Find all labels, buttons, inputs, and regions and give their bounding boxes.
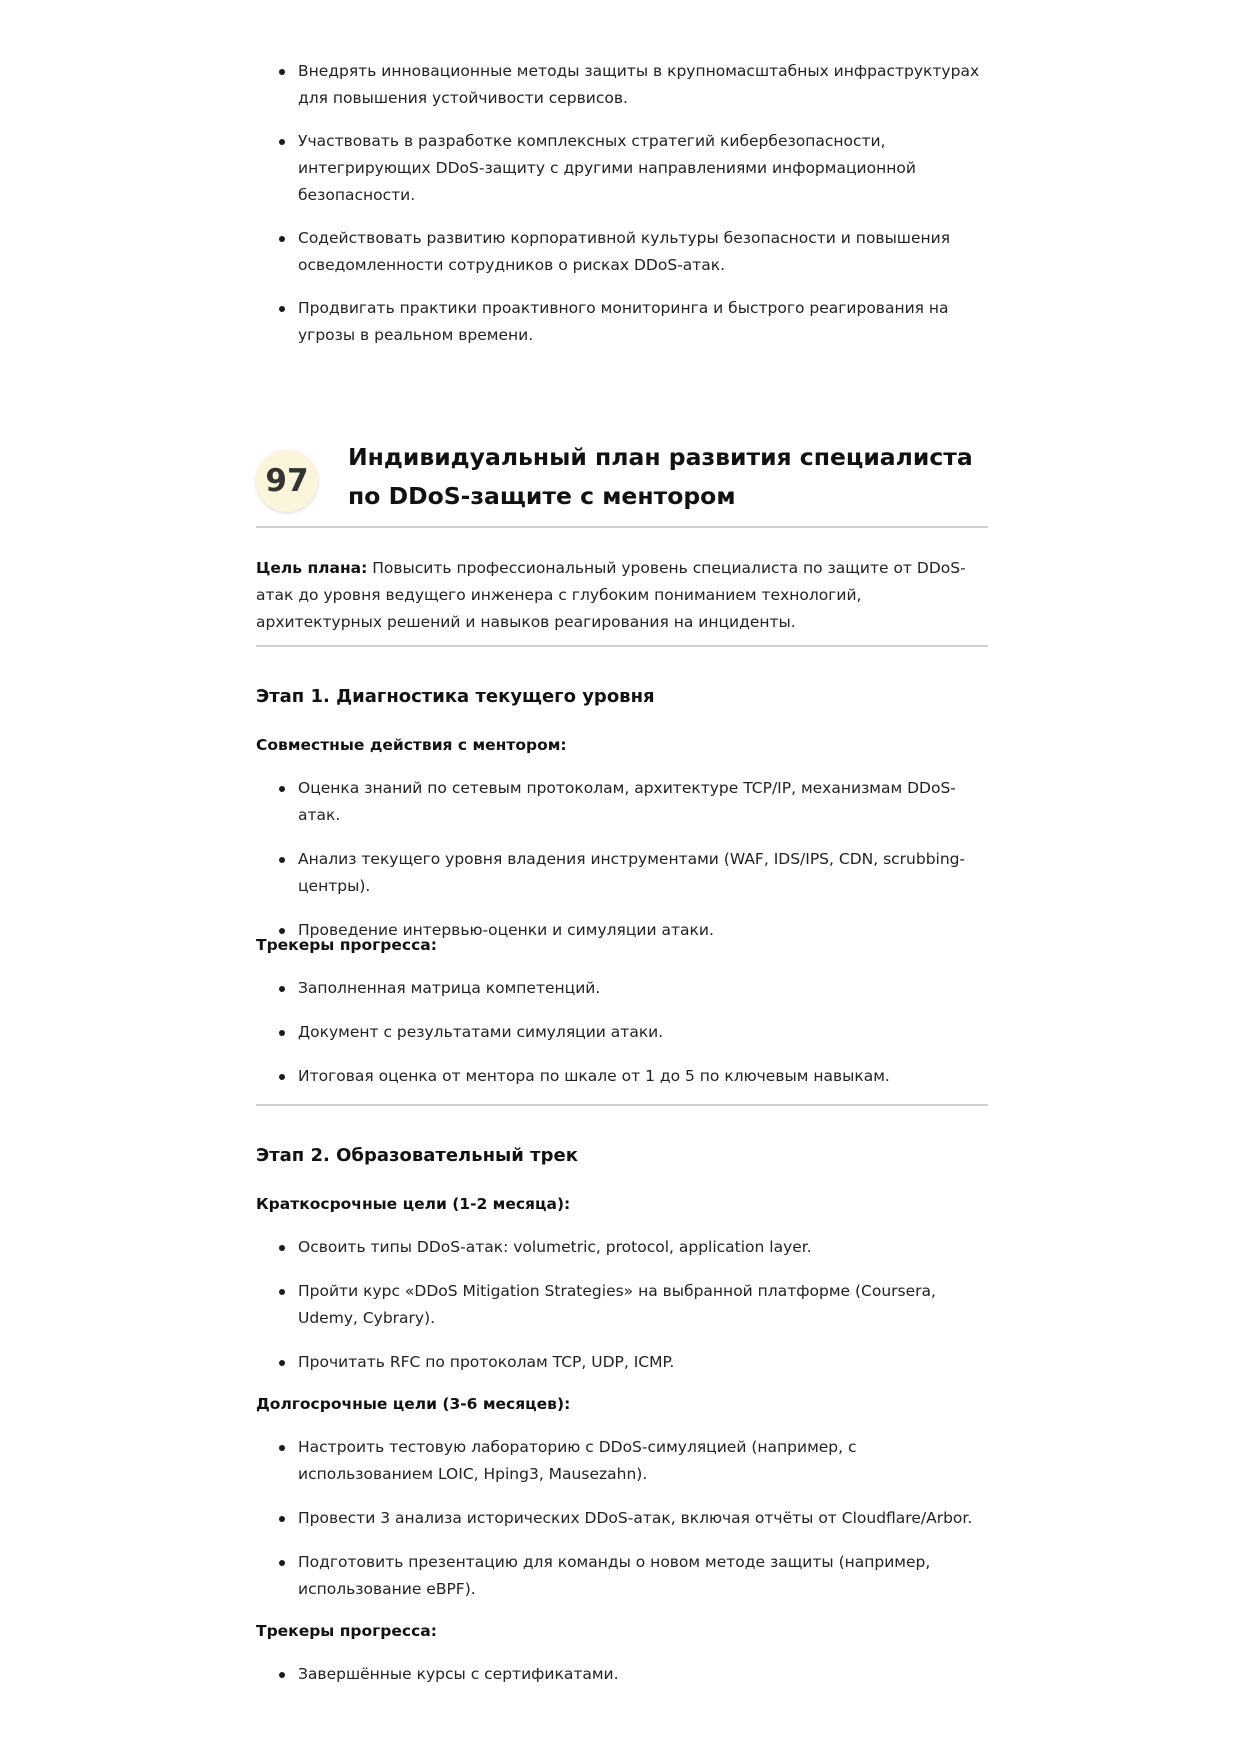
intro-list: [256, 58, 988, 365]
plan-goal-label: Цель плана:: [256, 559, 368, 577]
list-item: Подготовить презентацию для команды о новом методе защиты (например, использование eBPF).: [256, 1549, 988, 1603]
list-item: Провести 3 анализа исторических DDoS-атак, включая отчёты от Cloudflare/Arbor.: [256, 1505, 988, 1532]
list-item: Содействовать развитию корпоративной культуры безопасности и повышения осведомленности сотрудников о рисках DDoS-атак.: [256, 225, 988, 279]
stage1-actions-label: Совместные действия с ментором:: [256, 736, 567, 754]
stage1-title: Этап 1. Диагностика текущего уровня: [256, 686, 655, 707]
section-title: Индивидуальный план развития специалиста по DDoS-защите с ментором: [348, 443, 973, 510]
stage1-trackers-label: Трекеры прогресса:: [256, 936, 437, 954]
list-item: Освоить типы DDoS-атак: volumetric, protocol, application layer.: [256, 1234, 988, 1261]
list-item: Анализ текущего уровня владения инструментами (WAF, IDS/IPS, CDN, scrubbing-центры).: [256, 846, 988, 900]
list-item: Документ с результатами симуляции атаки.: [256, 1019, 988, 1046]
list-item: Проведение интервью-оценки и симуляции атаки.: [256, 917, 988, 944]
section-number-badge: 97: [256, 450, 318, 512]
stage1-trackers-list: [256, 975, 988, 1107]
divider: [256, 645, 988, 647]
list-item: Участвовать в разработке комплексных стратегий кибербезопасности, интегрирующих DDoS-защиту с другими направлениями информационной безопасности.: [256, 128, 988, 209]
list-item: Завершённые курсы с сертификатами.: [256, 1661, 988, 1688]
divider: [256, 1104, 988, 1106]
stage2-title: Этап 2. Образовательный трек: [256, 1145, 578, 1166]
list-item: Заполненная матрица компетенций.: [256, 975, 988, 1002]
list-item: Прочитать RFC по протоколам TCP, UDP, ICMP.: [256, 1349, 988, 1376]
stage2-trackers-label: Трекеры прогресса:: [256, 1622, 437, 1640]
stage2-long-label: Долгосрочные цели (3-6 месяцев):: [256, 1395, 571, 1413]
section-header: [256, 438, 988, 528]
stage2-short-list: [256, 1234, 988, 1393]
stage2-short-label: Краткосрочные цели (1-2 месяца):: [256, 1195, 571, 1213]
list-item: Пройти курс «DDoS Mitigation Strategies» на выбранной платформе (Coursera, Udemy, Cybrary).: [256, 1278, 988, 1332]
list-item: Внедрять инновационные методы защиты в крупномасштабных инфраструктурах для повышения устойчивости сервисов.: [256, 58, 988, 112]
list-item: Продвигать практики проактивного мониторинга и быстрого реагирования на угрозы в реальном времени.: [256, 295, 988, 349]
list-item: Оценка знаний по сетевым протоколам, архитектуре TCP/IP, механизмам DDoS-атак.: [256, 775, 988, 829]
list-item: Настроить тестовую лабораторию с DDoS-симуляцией (например, с использованием LOIC, Hping3, Mausezahn).: [256, 1434, 988, 1488]
stage2-trackers-list: [256, 1661, 988, 1705]
plan-goal-text: Повысить профессиональный уровень специалиста по защите от DDoS-атак до уровня ведущего инженера с глубоким пониманием технологий, архитектурных решений и навыков реагирования на инциденты.: [256, 559, 966, 631]
list-item: Итоговая оценка от ментора по шкале от 1 до 5 по ключевым навыкам.: [256, 1063, 988, 1090]
plan-goal: [256, 555, 988, 636]
stage2-long-list: [256, 1434, 988, 1620]
